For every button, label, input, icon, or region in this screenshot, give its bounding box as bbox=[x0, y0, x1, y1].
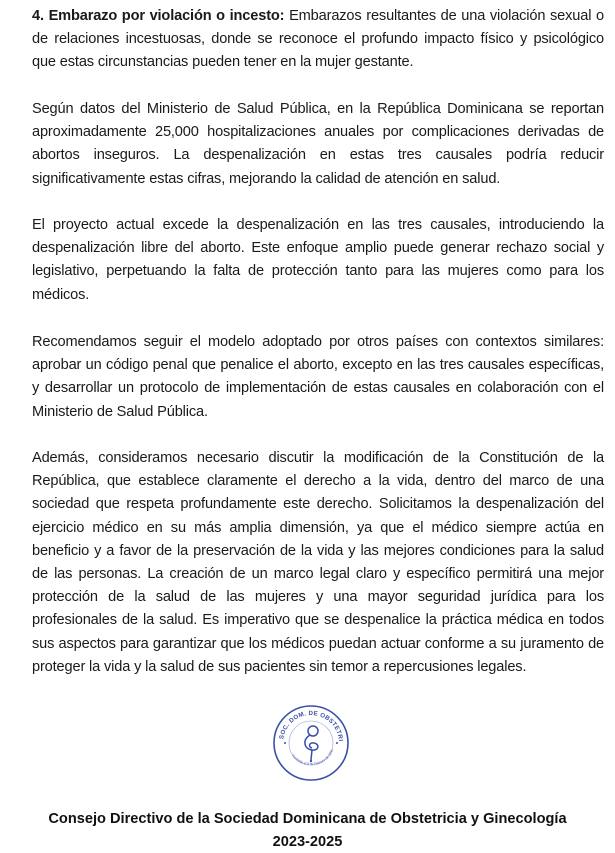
signature-line: Consejo Directivo de la Sociedad Dominicana de Obstetricia y Ginecología bbox=[48, 811, 567, 827]
paragraph-current-project: El proyecto actual excede la despenalización en las tres causales, introduciendo la despenalización libre del aborto. Este enfoque amplio puede generar rechazo social y legislativo, perpetuando la falta de protección tanto para las mujeres como para los médicos. bbox=[32, 217, 604, 303]
paragraph-constitution: Además, consideramos necesario discutir la modificación de la Constitución de la República, que establece claramente el derecho a la vida, dentro del marco de una sociedad que respeta profundamente este derecho. Solicitamos la despenalización del ejercicio médico en su más amplia dimensión, ya que el médico siempre actúa en beneficio y a favor de la preservación de la vida y las mejores condiciones para la salud de las personas. La creación de un marco legal claro y específico permitirá una mejor protección de la salud de las mujeres y una mayor seguridad jurídica para los profesionales de la salud. Es imperativo que se despenalice la práctica médica en todos sus aspectos para garantizar que los médicos puedan actuar conforme a su juramento de proteger la vida y la salud de sus pacientes sin temor a repercusiones legales. bbox=[32, 450, 604, 675]
paragraph-causal-4 bbox=[32, 5, 604, 75]
society-seal-icon bbox=[272, 704, 350, 782]
paragraph-statistics: Según datos del Ministerio de Salud Pública, en la República Dominicana se reportan aproximadamente 25,000 hospitalizaciones anuales por complicaciones derivadas de abortos inseguros. La despenalización en estas tres causales podría reducir significativamente estas cifras, mejorando la calidad de atención en salud. bbox=[32, 101, 604, 187]
paragraph-text: Embarazos resultantes de una violación sexual o de relaciones incestuosas, donde se reconoce el profundo impacto físico y psicológico que estas circunstancias pueden tener en la mujer gestante. bbox=[32, 8, 604, 71]
svg-text:Fundada el 8 de Febrero de 195 bbox=[291, 748, 334, 766]
paragraph-recommendation: Recomendamos seguir el modelo adoptado por otros países con contextos similares: aprobar un código penal que penalice el aborto, excepto en las tres causales específicas, y desarrollar un protocolo de implementación de estas causales en colaboración con el Ministerio de Salud Pública. bbox=[32, 334, 604, 420]
signature-period: 2023-2025 bbox=[272, 834, 343, 850]
seal-outer-text: SOC. DOM. DE OBSTETRI bbox=[278, 709, 344, 742]
paragraph-lead: 4. Embarazo por violación o incesto: bbox=[32, 8, 285, 24]
seal-inner-text: Fundada el 8 de Febrero de 1951 bbox=[291, 748, 335, 767]
